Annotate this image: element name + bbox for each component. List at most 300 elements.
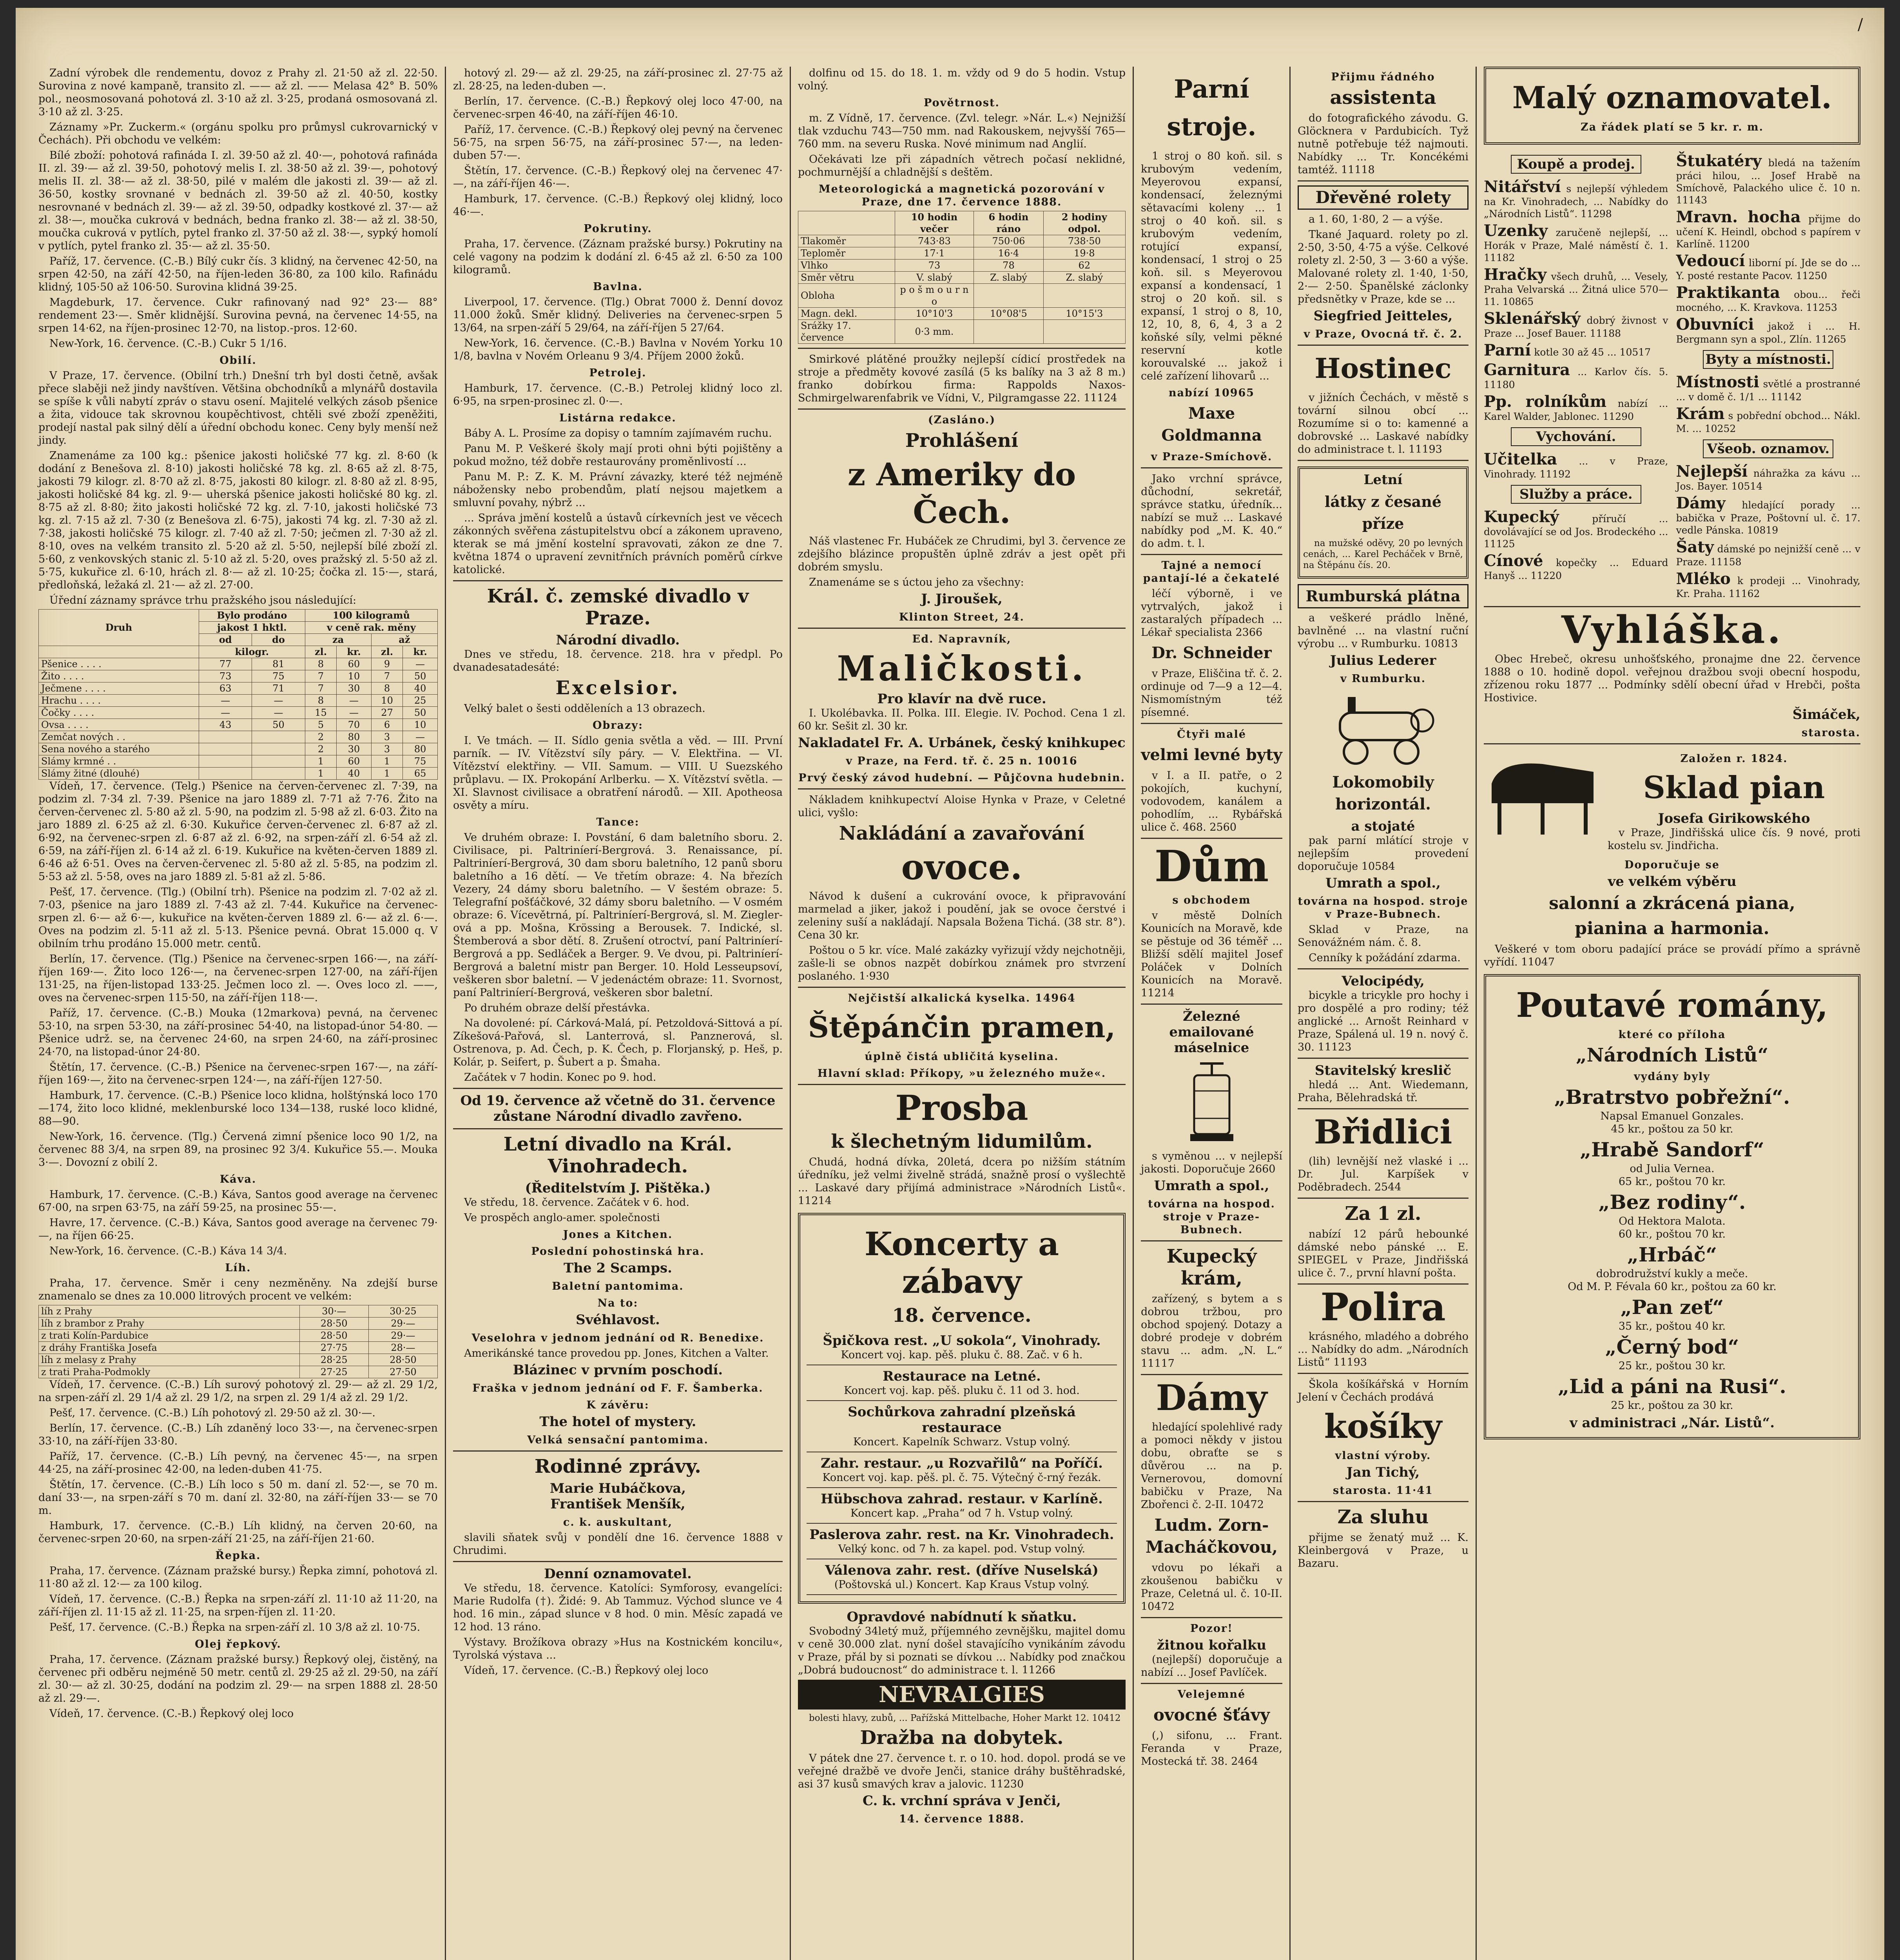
table-row (39, 1318, 438, 1330)
table-cell: — (403, 731, 438, 743)
venue-item (807, 1365, 1117, 1401)
table-row (798, 320, 1126, 344)
novel-title: „Pan zeť“ (1620, 1296, 1724, 1319)
text-block: Jako vrchní správce, důchodní, sekretář, správce statku, úředník... nabízí se muž ... Laskavé nabídky pod „M. K. 40.“ do adm. t. l. (1141, 473, 1282, 550)
text-block: bolesti hlavy, zubů, ... Pařížská Mittelbache, Hoher Markt 12. 10412 (809, 1713, 1121, 1723)
ad-name: Jan Tichý, (1346, 1465, 1420, 1480)
text-block: Přijmu řádného (1331, 71, 1435, 83)
classified-ad (1676, 374, 1861, 403)
text-block: Pozor! (1190, 1622, 1233, 1635)
ad-headline: Dům (1154, 841, 1269, 891)
table-header: zl. (305, 646, 337, 658)
text-block: Velká sensační pantomima. (527, 1434, 709, 1446)
text-block: Vídeň, 17. července. (C.-B.) Řepkový olej loco (464, 1664, 709, 1677)
piano-ad-text (1608, 748, 1860, 855)
table-cell (252, 731, 305, 743)
piano-icon (1484, 748, 1601, 842)
table-cell (199, 768, 252, 780)
divider (1141, 1683, 1282, 1684)
table-row (39, 707, 438, 719)
section-heading-coffee: Káva. (219, 1173, 257, 1185)
ad-headline: Polira (1320, 1285, 1446, 1329)
ad-headline: Letní (1363, 472, 1403, 488)
divider (1298, 460, 1469, 461)
classifieds-left (1484, 150, 1668, 602)
text-block: Štětín, 17. července. (C.-B.) Pšenice na červenec-srpen 167·—, na září-říjen 169·—, žito na červenec-srpen 124·—, na září-říjen 127·50. (38, 1061, 438, 1086)
table-cell: Z. slabý (1043, 272, 1125, 284)
ad-keyword: Uzenky (1484, 221, 1548, 240)
table-cell: 43 (199, 719, 252, 731)
table-cell (252, 743, 305, 755)
ad-name: Josefa Girikowského (1658, 811, 1810, 826)
novel-price: 35 kr., poštou 40 kr. (1618, 1320, 1726, 1332)
ad-keyword: Cínové (1484, 552, 1543, 570)
text-block: hledající spolehlivé rady a pomoci někdy v jistou dobu, obraťte se s důvěrou ... na p. Vernerovou, domovní babičku v Praze, Na Zbořenci č. 2-II. 10472 (1141, 1421, 1282, 1511)
section-heading: Petrolej. (589, 367, 647, 379)
table-cell: Vlhko (798, 260, 895, 272)
ad-text: kotle 30 až 45 ... 10517 (1534, 347, 1651, 358)
text-block: v Praze, na Ferd. tř. č. 25 n. 10016 (846, 755, 1078, 767)
ad-name: Maxe Goldmanna (1161, 404, 1262, 445)
text-block: Ve středu, 18. července. Začátek v 6. hod. (464, 1196, 689, 1209)
text-block: a veškeré prádlo lněné, bavlněné ... na vlastní ruční výrobu ... v Rumburku. 10813 (1298, 612, 1469, 650)
table-cell: Z. slabý (974, 272, 1043, 284)
section-heading-oil: Olej řepkový. (195, 1638, 281, 1650)
text-block: Návod k dušení a cukrování ovoce, k připravování marmelad a jiker, jakož i poudění, jak se ovoce čerstvé i zeleniny suší a nakládají. Napsala Božena Tichá. (38 str. 8°). Cena 30 kr. (798, 890, 1126, 941)
table-cell: 10 (337, 670, 371, 682)
novel-title: „Lid a páni na Rusi“. (1558, 1375, 1786, 1398)
table-cell: — (199, 695, 252, 707)
text-block: Berlín, 17. července. (C.-B.) Řepkový olej loco 47·00, na červenec-srpen 46·40, na září-říjen 46·10. (453, 95, 783, 120)
novel-price: 60 kr., poštou 70 kr. (1618, 1228, 1726, 1240)
table-cell: 73 (199, 670, 252, 682)
text-block: 14. července 1888. (899, 1813, 1025, 1825)
classified-ad (1484, 393, 1668, 423)
signature-name: J. Jiroušek, (921, 591, 1003, 607)
table-header: kilogr. (199, 646, 305, 658)
table-cell: z trati Praha-Podmokly (39, 1366, 300, 1378)
text-block: s vyměnou ... v nejlepší jakosti. Doporučuje 2660 (1141, 1150, 1282, 1175)
table-cell: 29·— (368, 1318, 437, 1330)
play-title: The 2 Scamps. (564, 1260, 672, 1276)
table-row (39, 1330, 438, 1342)
venue-info: Velký konc. od 7 h. za kapel. pod. Vstup volný. (838, 1543, 1086, 1555)
venue-info: Koncert voj. kap. pěš. pluku č. 88. Zač. v 6 h. (841, 1349, 1083, 1361)
table-cell: 3 (371, 743, 403, 755)
text-block: Pešť, 17. července. (C.-B.) Řepka na srpen-září zl. 10 3/8 až zl. 10·75. (49, 1621, 421, 1633)
table-cell: 1 (305, 768, 337, 780)
section-label: Byty a místnosti. (1703, 350, 1833, 369)
text-block: Pešť, 17. července. (C.-B.) Líh pohotový zl. 29·50 až zl. 30·—. (49, 1407, 375, 1419)
ad-text: bledá na tažením práci hilou, ... Josef Hrabě na Smíchově, Palackého ulice č. 10 n. 11143 (1676, 157, 1860, 206)
table-cell: 17·1 (895, 247, 974, 260)
ad-text: příručí ... dovolávající se od Jos. Brodeckého ... 11125 (1484, 513, 1668, 550)
table-cell: Teploměr (798, 247, 895, 260)
table-row (39, 755, 438, 768)
table-cell: 1 (305, 755, 337, 768)
ad-name: Ludm. Zorn-Macháčkovou, (1145, 1515, 1278, 1557)
divider (1298, 1058, 1469, 1059)
divider (1298, 1501, 1469, 1502)
ad-headline: Prosba (895, 1087, 1028, 1128)
table-cell: 27 (371, 707, 403, 719)
table-cell: 65 (403, 768, 438, 780)
venue-item (807, 1524, 1117, 1559)
text-block: I. Ukolébavka. II. Polka. III. Elegie. IV. Pochod. Cena 1 zl. 60 kr. Sešit zl. 30 kr. (798, 707, 1126, 732)
text-block: do fotografického závodu. G. Glöcknera v Pardubicích. Tyž nutně potřebuje též najmouti. Nabídky ... Tr. Koncékémi tamtéž. 11118 (1298, 112, 1469, 176)
ad-headline: k šlechetným lidumilům. (831, 1131, 1093, 1152)
divider (1141, 1004, 1282, 1005)
text-block: Obec Hrebeč, okresu unhošťského, pronajme dne 22. července 1888 o 10. hodině dopol. veřejnou dražbou svoji obecní hospodu, zřízenou roku 1877 ... Podmínky sdělí obecní úřad v Hrebči, pošta Hostivice. (1484, 653, 1860, 704)
text-block: léčí výborně, i ve vytrvalých, jakož i zastaralých případech ... Lékař specialista 2366 (1141, 588, 1282, 639)
classified-ad (1484, 451, 1668, 480)
text-block: Havre, 17. července. (C.-B.) Káva, Santos good average na červenec 79·—, na říjen 66·25. (38, 1217, 438, 1242)
novel-item (1492, 1244, 1852, 1293)
divider (453, 1128, 783, 1129)
table-header: 6 hodin ráno (974, 211, 1043, 235)
table-cell: 40 (403, 682, 438, 695)
table-cell: 63 (199, 682, 252, 695)
table-cell: 5 (305, 719, 337, 731)
table-cell: 77 (199, 658, 252, 670)
butter-churn-icon (1177, 1060, 1247, 1146)
text-block: Paříž, 17. července. (C.-B.) Řepkový olej pevný na červenec 56·75, na srpen 56·75, na září-prosinec 57·—, na leden-duben 57·—. (453, 123, 783, 162)
summer-theatre-sub: (Ředitelstvím J. Pištěka.) (525, 1180, 711, 1196)
text-block: Paříž, 17. července. (C.-B.) Mouka (12markova) pevná, na červenec 53·10, na srpen 53·30, na září-prosinec 54·40, na listopad-únor 54·80. — Pšenice udrž. se, na červenec 24·60, na srpen 24·60, na září-prosinec 24·70, na listopad-únor 24·80. (38, 1007, 438, 1058)
table-cell (1043, 320, 1125, 344)
text-block: Paříž, 17. července. (C.-B.) Bílý cukr čís. 3 klidný, na červenec 42·50, na srpen 42·50, na září 42·50, na říjen-leden 36·80, za 100 kilo. Rafinádu klidný, 105·50 až 106·50. Surovina klidná 39·25. (38, 255, 438, 293)
ad-headline: ovocné šťávy (1153, 1705, 1270, 1724)
ad-text: hledající porady ... babička v Praze, Poštovní ul. č. 17. vedle Pánska. 10819 (1676, 499, 1860, 536)
text-block: Výstavy. Brožíkova obrazy »Hus na Kostnickém koncilu«, Tyrolská výstava ... (453, 1636, 783, 1661)
venue-name: Zahr. restaur. „u Rozvařilů“ na Poříčí. (821, 1455, 1103, 1471)
table-cell: Žito . . . . (39, 670, 199, 682)
divider (1484, 606, 1860, 607)
section-heading: Bavlna. (593, 281, 643, 293)
text-block: Pro klavír na dvě ruce. (877, 691, 1046, 707)
table-row (798, 308, 1126, 320)
table-cell: 30·25 (368, 1305, 437, 1318)
ad-text: dámské po nejnižší ceně ... v Praze. 11158 (1676, 543, 1861, 568)
venue-item (807, 1559, 1117, 1595)
text-block: starosta. (1802, 727, 1860, 739)
novels-heading: Poutavé romány, (1516, 985, 1828, 1025)
divider (1298, 1198, 1469, 1199)
ad-name: Dr. Schneider (1151, 644, 1272, 662)
meteo-heading: Meteorologická a magnetická pozorování v Praze, dne 17. července 1888. (818, 183, 1105, 208)
table-cell: Hrachu . . . . (39, 695, 199, 707)
table-row (798, 260, 1126, 272)
ad-name: Siegfried Jeitteles, (1313, 308, 1453, 324)
family-news-heading: Rodinné zprávy. (535, 1455, 701, 1477)
ad-text: náhražka za kávu ... Jos. Bayer. 10514 (1676, 468, 1860, 492)
text-block: Praha, 17. července. (Záznam pražské bursy.) Pokrutiny na celé vagony na podzim k dodání zl. 6·45 až zl. 6·50 za 100 kilogramů. (453, 238, 783, 276)
ad-headline: Velocipédy, (1342, 973, 1425, 989)
table-cell: 70 (337, 719, 371, 731)
classified-ad (1676, 316, 1861, 345)
venue-item (807, 1452, 1117, 1488)
section-heading-rapeseed: Řepka. (215, 1550, 261, 1562)
classified-ad (1676, 209, 1861, 250)
text-block: Paříž, 17. července. (C.-B.) Líh pevný, na červenec 45·—, na srpen 44·25, na září-prosinec 42·00, na leden-duben 41·75. (38, 1450, 438, 1475)
table-header: Druh (39, 610, 199, 646)
text-block: v Praze, Jindřišská ulice čís. 9 nové, proti kostelu sv. Jindřicha. (1608, 827, 1860, 852)
text-block: Sklad v Praze, na Senovážném nám. č. 8. (1298, 924, 1469, 949)
text-block: vydány byly (1634, 1071, 1710, 1083)
text-block: Nákladem knihkupectví Aloise Hynka v Praze, v Celetné ulici, vyšlo: (798, 794, 1126, 819)
text-block: Panu M. P. Veškeré školy mají proti ohni býti pojištěny a pokud možno, též dobře restaurovány proměnlivostí ... (453, 443, 783, 468)
novel-list (1492, 1086, 1852, 1412)
text-block: Velký balet o šesti odděleních a 13 obrazech. (464, 702, 705, 715)
table-cell: 80 (337, 731, 371, 743)
text-block: Hlavní sklad: Příkopy, »u železného muže«. (817, 1067, 1106, 1080)
table-header: 10 hodin večer (895, 211, 974, 235)
classified-ad (1676, 463, 1861, 492)
table-cell: 3 (371, 731, 403, 743)
daily-heading: Denní oznamovatel. (544, 1566, 692, 1582)
ad-headline: Opravdové nabídnutí k sňatku. (847, 1609, 1077, 1625)
text-block: Nejčistší alkalická kyselka. 14964 (848, 992, 1076, 1004)
ad-text: ... Karlov čís. 5. 11180 (1484, 366, 1668, 390)
table-row (39, 1366, 438, 1378)
concerts-date: 18. července. (892, 1305, 1032, 1327)
text-block: Amerikánské tance provedou pp. Jones, Kitchen a Valter. (464, 1347, 769, 1359)
table-cell: 29·— (368, 1330, 437, 1342)
table-row (798, 284, 1126, 308)
text-block: a stojaté (1351, 818, 1415, 834)
table-cell: 50 (403, 670, 438, 682)
text-block: Veselohra v jednom jednání od R. Benedixe. (471, 1332, 764, 1344)
summer-theatre-heading: Letní divadlo na Král. Vinohradech. (503, 1133, 732, 1177)
table-cell (199, 743, 252, 755)
venue-name: Špičkova rest. „U sokola“, Vinohrady. (823, 1333, 1101, 1348)
table-header: až (371, 634, 437, 646)
ad-headline: Lokomobily horizontál. (1332, 773, 1434, 813)
divider (1141, 838, 1282, 839)
table-header: v ceně rak. měny (305, 622, 437, 634)
play-title: Blázinec v prvním poschodí. (513, 1362, 723, 1378)
text-block: Hamburk, 17. července. (C.-B.) Petrolej klidný loco zl. 6·95, na srpen-prosinec zl. 0·—. (453, 382, 783, 407)
table-row (39, 768, 438, 780)
text-block: Na dovolené: pí. Cárková-Malá, pí. Petzoldová-Sittová a pí. Zíkešová-Pařová, sl. Lanterrová, sl. Panznerová, sl. Ostrenova, p. Ad. Čech, p. K. Čech, p. Florjanský, p. Heš, p. Kolár, p. Seifert, p. Šubert a p. Šmaha. (453, 1017, 783, 1068)
play-title: Svéhlavost. (576, 1312, 660, 1328)
text-block: Ve prospěch anglo-amer. společnosti (464, 1212, 660, 1224)
classified-ad (1484, 342, 1668, 359)
venue-name: Válenova zahr. rest. (dříve Nuselská) (825, 1563, 1099, 1578)
text-block: Praha, 17. července. (Záznam pražské bursy.) Řepka zimní, pohotová zl. 11·80 až zl. 12·— za 100 kilog. (38, 1565, 438, 1590)
text-block: New-York, 16. července. (C.-B.) Cukr 5 1/16. (49, 338, 287, 350)
divider (1298, 180, 1469, 181)
text-block: nabízí 12 párů hebounké dámské nebo pánské ... E. SPIEGEL v Praze, Jindřišská ulice č. 7., první hlavní pošta. (1298, 1228, 1469, 1279)
closure-notice: Od 19. července až včetně do 31. července zůstane Národní divadlo zavřeno. (460, 1093, 776, 1124)
text-block: Za řádek platí se 5 kr. r. m. (1581, 121, 1764, 133)
play-title: The hotel of mystery. (539, 1414, 696, 1430)
venue-item (807, 1488, 1117, 1524)
text-block: v Praze, Ovocná tř. č. 2. (1304, 328, 1463, 340)
classified-ad (1676, 539, 1861, 568)
ad-keyword: Nejlepší (1676, 462, 1748, 481)
table-cell: 71 (252, 682, 305, 695)
table-cell: Obloha (798, 284, 895, 308)
ad-banner: NEVRALGIES (798, 1680, 1126, 1710)
section-heading: Pokrutiny. (584, 223, 652, 235)
ad-headline: Dražba na dobytek. (860, 1727, 1064, 1749)
section-heading: Listárna redakce. (559, 412, 676, 424)
divider (1298, 968, 1469, 969)
ad-keyword: Krám (1676, 405, 1725, 423)
divider (798, 408, 1126, 410)
fabric-ad-box (1298, 466, 1469, 579)
table-cell: Ovsa . . . . (39, 719, 199, 731)
ad-headline: Stavitelský kreslič (1314, 1063, 1452, 1078)
text-block: Klinton Street, 24. (899, 611, 1024, 623)
text-block: v administraci „Nár. Listů“. (1569, 1415, 1775, 1431)
column-commodity-prices (31, 67, 445, 1960)
table-header: jakost 1 hktl. (199, 622, 305, 634)
ad-headline: košíky (1324, 1407, 1442, 1446)
table-header: kr. (403, 646, 438, 658)
ad-keyword: Dámy (1676, 494, 1726, 512)
divider (453, 1088, 783, 1089)
ad-headline: žitnou kořalku (1157, 1637, 1267, 1653)
table-cell: z trati Kolín-Pardubice (39, 1330, 300, 1342)
text-block: Chudá, hodná dívka, 20letá, dcera po nižším státním úředníku, jež velmi živelně strádá, snažně prosí o vyšlechtě ... Laskavé dary přijímá administrace »Národních Listů«. 11214 (798, 1156, 1126, 1207)
novel-author: dobrodružství kukly a meče. (1596, 1268, 1748, 1280)
divider (798, 788, 1126, 789)
novel-author: Od Hektora Malota. (1619, 1215, 1726, 1227)
table-cell: 7 (305, 670, 337, 682)
table-cell: 28·50 (299, 1330, 368, 1342)
divider (798, 987, 1126, 988)
ad-headline: emailované (1169, 1024, 1254, 1040)
classified-ad (1676, 570, 1861, 600)
text-block: Tajné a nemocí pantají-lé a čekatelé (1143, 559, 1280, 584)
novel-item (1492, 1191, 1852, 1241)
divider (798, 1084, 1126, 1085)
text-block: Doporučuje se (1624, 859, 1720, 871)
classified-ad (1484, 508, 1668, 550)
table-cell: 750·06 (974, 235, 1043, 247)
section-heading: Obrazy: (592, 719, 644, 731)
ad-keyword: Vedoucí (1676, 252, 1745, 270)
ad-keyword: Praktikanta (1676, 283, 1780, 302)
table-cell: 10 (403, 719, 438, 731)
ad-text: obou... řeči mocného, ... K. Kravkova. 11253 (1676, 289, 1860, 313)
text-block: Dnes ve středu, 18. července. 218. hra v předpl. Po dvanadesatadesáté: (453, 648, 783, 673)
table-cell: 1 (371, 768, 403, 780)
ad-keyword: Hračky (1484, 265, 1547, 284)
venue-list (807, 1330, 1117, 1595)
text-block: Hamburk, 17. července. (C.-B.) Řepkový olej klidný, loco 46·—. (453, 193, 783, 218)
text-block: v I. a II. patře, o 2 pokojích, kuchyní, vodovodem, kanálem a pohodlím, ... Rybářská ulice č. 468. 2560 (1141, 769, 1282, 833)
text-block: New-York, 16. července. (C.-B.) Bavlna v Novém Yorku 10 1/8, bavlna v Novém Orleanu 9 3/4. Příjem 2000 žoků. (453, 337, 783, 362)
divider (1298, 1283, 1469, 1285)
table-cell: 8 (371, 682, 403, 695)
ad-text: s pobřední obchod... Nákl. M. ... 10252 (1676, 410, 1860, 434)
ad-headline: látky z česané příze (1324, 493, 1442, 532)
text-block: Štětín, 17. července. (C.-B.) Řepkový olej na červenec 47·—, na září-říjen 46·—. (453, 165, 783, 190)
text-block: Ve druhém obraze: I. Povstání, 6 dam baletního sboru. 2. Civilisace, pi. Paltriníerí-Bergrová. 3. Renaissance, pí. Paltriníerí-Bergrová, 30 dam sboru baletního, 12 panů sboru baletního a 16 dětí. — Ve třetím obraze: 4. Na březích Vezery, 24 dámy sboru baletního. — V šestém obraze: 5. Telegrafní pošťáčkové, 32 dámy sboru baletního. — V osmém obraze: 6. Vícevětrná, pí. Paltriníerí-Bergrová, sl. M. Ziegler-ová a pp. Mošna, Krössing a Berousek. 7. Indické, sl. Štemberová a sbor dětí. 8. Zrušení otroctví, paní Paltriníerí-Bergrová a pp. Sedláček a Berger. 9. Ve dvou, pi. Paltriníerí-Bergrová a baletní mistr pan Berger. 10. Hold Lesseupsoví, veškeren sbor baletní. — V jedenáctém obraze: 11. Svornost, paní Paltriníerí-Bergrová, veškeren sbor baletní. (453, 831, 783, 999)
novel-item (1492, 1376, 1852, 1412)
venue-name: Paslerova zahr. rest. na Kr. Vinohradech. (809, 1527, 1114, 1543)
table-cell: z dráhy Františka Josefa (39, 1342, 300, 1354)
text-block: Začátek v 7 hodin. Konec po 9. hod. (464, 1071, 656, 1083)
classifieds-right (1676, 150, 1861, 602)
table-row (39, 731, 438, 743)
divider (1141, 1240, 1282, 1241)
table-cell: Čočky . . . . (39, 707, 199, 719)
ad-keyword: Kupecký (1484, 508, 1559, 526)
ad-headline: Štěpánčin pramen, (808, 1011, 1116, 1044)
table-cell: — (252, 695, 305, 707)
table-header: zl. (371, 646, 403, 658)
novel-title: „Hrabě Sandorf“ (1580, 1138, 1764, 1161)
text-block: Na to: (597, 1297, 638, 1309)
column-ads-3 (1289, 67, 1476, 1960)
table-cell: 28·50 (368, 1354, 437, 1366)
column-ads-concerts (790, 67, 1133, 1960)
table-cell: Sena nového a starého (39, 743, 199, 755)
divider (1141, 1374, 1282, 1375)
novel-price: 45 kr., poštou za 50 kr. (1611, 1123, 1733, 1135)
text-block: s obchodem (1172, 894, 1251, 906)
ad-text: ... v Praze, Vinohrady. 11192 (1484, 456, 1668, 480)
table-cell: V. slabý (895, 272, 974, 284)
text-block: V pátek dne 27. července t. r. o 10. hod. dopol. prodá se ve veřejné dražbě ve dvoře Jenči, stanice dráhy buštěhradské, asi 37 kusů smavých krav a jalovic. 11230 (798, 1752, 1126, 1790)
novel-price: 25 kr., poštou 30 kr. (1618, 1360, 1726, 1372)
text-block: přijme se ženatý muž ... K. Kleinbergová v Praze, u Bazaru. (1298, 1532, 1469, 1570)
column-theatre (445, 67, 790, 1960)
classified-ad (1676, 152, 1861, 206)
table-cell: 738·50 (1043, 235, 1125, 247)
ad-headline: assistenta (1330, 87, 1436, 109)
table-cell: 1 (371, 755, 403, 768)
classified-ad (1484, 361, 1668, 391)
ad-keyword: Pp. rolníkům (1484, 392, 1607, 411)
text-block: vdovu po lékaři a zkoušenou babičku v Praze, Celetná ul. č. 10-II. 10472 (1141, 1562, 1282, 1613)
classified-ad (1484, 310, 1668, 339)
text-block: Hamburk, 17. července. (C.-B.) Káva, Santos good average na červenec 67·00, na srpen 63·75, na září 59·25, na prosinec 55·—. (38, 1189, 438, 1214)
table-cell: 50 (252, 719, 305, 731)
concerts-box (798, 1213, 1126, 1604)
table-row (798, 235, 1126, 247)
table-row (39, 695, 438, 707)
text-block: (,) sifonu, ... Frant. Feranda v Praze, Mostecká tř. 38. 2464 (1141, 1730, 1282, 1768)
classifieds-header-box (1484, 67, 1860, 145)
text-block: dolfinu od 15. do 18. 1. m. vždy od 9 do 5 hodin. Vstup volný. (798, 67, 1126, 92)
table-cell: Srážky 17. července (798, 320, 895, 344)
text-block: Vídeň, 17. července. (C.-B.) Líh surový pohotový zl. 29·— až zl. 29 1/2, na srpen-září zl. 29 1/4 až zl. 29 1/2, na srpen zl. 29 1/4 až zl. 29 1/2. (38, 1379, 438, 1404)
ad-headline: Kupecký krám, (1166, 1245, 1257, 1289)
table-cell: Ječmene . . . . (39, 682, 199, 695)
text-block: Náš vlastenec Fr. Hubáček ze Chrudimi, byl 3. července ze zdejšího blázince propuštěn úplně zdráv a jest opět při dobrém smyslu. (798, 535, 1126, 573)
table-cell: 19·8 (1043, 247, 1125, 260)
text-block: krásného, mladého a dobrého ... Nabídky do adm. „Národních Listů“ 11193 (1298, 1330, 1469, 1368)
text-block: Liverpool, 17. července. (Tlg.) Obrat 7000 ž. Denní dovoz 11.000 žoků. Směr klidný. Deliveries na červenec-srpen 5 13/64, na srpen-září 5 29/64, na září-říjen 5 27/64. (453, 296, 783, 334)
table-cell: 8 (305, 658, 337, 670)
table-cell (252, 768, 305, 780)
divider (1484, 743, 1860, 744)
table-row (39, 670, 438, 682)
ad-name: Umrath a spol., (1325, 875, 1441, 891)
ad-name: Umrath a spol., (1154, 1178, 1269, 1194)
classifieds-grid (1484, 150, 1860, 602)
text-block: Magdeburk, 17. července. Cukr rafinovaný nad 92° 23·— 88° rendement 23·—. Směr klidnější. Surovina pevná, na červenec 14·55, na srpen 14·62, na říjen-prosinec 12·70, na listop.-pros. 12·60. (38, 296, 438, 334)
table-cell: 28·— (368, 1342, 437, 1354)
table-cell: 60 (337, 755, 371, 768)
locomobile-icon (1324, 689, 1442, 768)
table-row (39, 719, 438, 731)
